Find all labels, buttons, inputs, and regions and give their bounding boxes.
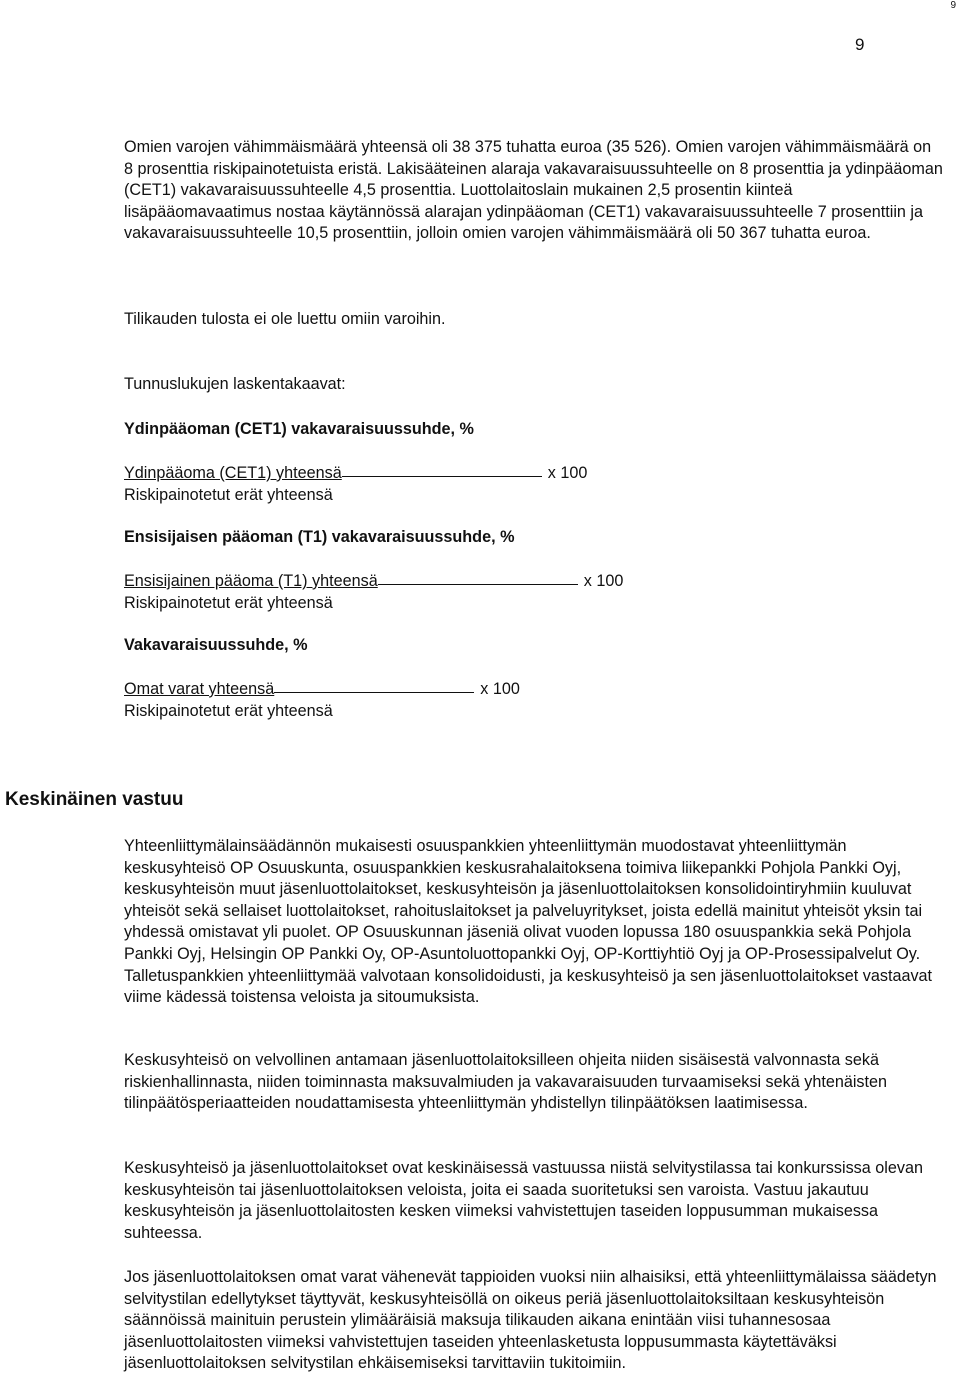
formula-cet1 — [124, 463, 587, 506]
formula-capital-ratio — [124, 679, 520, 722]
formula-cet1-fraction-line — [342, 462, 542, 477]
capital-paragraph-1 — [124, 137, 944, 245]
joint-liability-paragraph-3-text: Keskusyhteisö ja jäsenluottolaitokset ovat keskinäisessä vastuussa niistä selvitystilassa tai konkurssissa olevan keskusyhteisön tai jäsenluottolaitoksen veloista, joita ei saada suoritetuksi sen varoista. Vastuu jakautuu keskusyhteisön ja jäsenluottolaitosten kesken viimeksi vahvistettujen taseiden loppusumman mukaisessa suhteessa. — [124, 1159, 923, 1242]
capital-paragraph-1-text: Omien varojen vähimmäismäärä yhteensä oli 38 375 tuhatta euroa (35 526). Omien varojen vähimmäismäärä on 8 prosenttia riskipainotetuista eristä. Lakisääteinen alaraja vakavaraisuussuhteelle on 8 prosenttia ja ydinpääoman (CET1) vakavaraisuussuhteelle 4,5 prosenttia. Luottolaitoslain mukainen 2,5 prosentin kiinteä lisäpääomavaatimus nostaa käytännössä alarajan ydinpääoman (CET1) vakavaraisuussuhteelle 7 prosenttiin ja vakavaraisuussuhteelle 10,5 prosenttiin, jolloin omien varojen vähimmäismäärä oli 50 367 tuhatta euroa. — [124, 138, 943, 243]
formula-capital-ratio-denominator: Riskipainotetut erät yhteensä — [124, 701, 333, 720]
formula-cet1-title: Ydinpääoman (CET1) vakavaraisuussuhde, % — [124, 420, 474, 438]
joint-liability-paragraph-3 — [124, 1158, 944, 1244]
formula-cet1-denominator: Riskipainotetut erät yhteensä — [124, 485, 333, 504]
formula-capital-ratio-fraction-line — [274, 678, 474, 693]
joint-liability-paragraph-1-text: Yhteenliittymälainsäädännön mukaisesti osuuspankkien yhteenliittymän muodostavat yhteenliittymän keskusyhteisö OP Osuuskunta, osuuspankkien keskusrahalaitoksena toimiva liikepankki Pohjola Pankki Oyj, keskusyhteisön muut jäsenluottolaitokset, keskusyhteisön ja jäsenluottolaitoksen konsolidointiryhmiin kuuluvat yhteisöt sekä sellaiset luottolaitokset, rahoituslaitokset ja palveluyritykset, joista edellä mainitut yhteisöt yksin tai yhdessä omistavat yli puolet. OP Osuuskunnan jäseniä olivat vuoden lopussa 180 osuuspankkia sekä Pohjola Pankki Oyj, Helsingin OP Pankki Oy, OP-Asuntoluottopankki Oyj, OP-Korttiyhtiö Oyj ja OP-Prosessipalvelut Oy. Talletuspankkien yhteenliittymää valvotaan konsolidoidusti, ja keskusyhteisö ja sen jäsenluottolaitokset vastaavat viime kädessä toistensa veloista ja sitoumuksista. — [124, 837, 933, 1007]
joint-liability-paragraph-2-text: Keskusyhteisö on velvollinen antamaan jäsenluottolaitoksilleen ohjeita niiden sisäisestä valvonnasta sekä riskienhallinnasta, niiden toiminnasta maksuvalmiuden ja vakavaraisuuden turvaamiseksi sekä yhtenäisten tilinpäätösperiaatteiden noudattamisesta yhteenliittymän yhdistellyn tilinpäätöksen laatimisessa. — [124, 1051, 888, 1113]
formula-capital-ratio-multiplier: x 100 — [480, 680, 520, 698]
section-heading-joint-liability: Keskinäinen vastuu — [5, 789, 184, 810]
formula-t1-fraction-line — [378, 570, 578, 585]
formula-cet1-numerator-line — [124, 463, 587, 485]
formula-capital-ratio-title: Vakavaraisuussuhde, % — [124, 636, 308, 654]
page-number: 9 — [855, 35, 865, 54]
formula-t1-multiplier: x 100 — [583, 572, 624, 590]
joint-liability-paragraph-1 — [124, 836, 944, 1009]
formulas-intro — [124, 374, 944, 396]
joint-liability-paragraph-4-text: Jos jäsenluottolaitoksen omat varat vähenevät tappioiden vuoksi niin alhaisiksi, että yhteenliittymälaissa säädetyn selvitystilan edellytykset täyttyvät, keskusyhteisöllä on oikeus periä jäsenluottolaitoksiltaan keskusyhteisön säännöissä mainituin perustein ylimääräisiä maksuja tilikauden aikana enintään viisi tuhannesosaa jäsenluottolaitosten viimeksi vahvistettujen taseiden yhteenlasketusta loppusummasta käytettäväksi jäsenluottolaitoksen selvitystilan ehkäisemiseksi tarvittaviin tukitoimiin. — [124, 1268, 937, 1373]
joint-liability-paragraph-2 — [124, 1050, 944, 1115]
formula-t1-numerator-line — [124, 571, 623, 593]
formula-cet1-numerator: Ydinpääoma (CET1) yhteensä — [124, 464, 342, 482]
formula-t1-numerator: Ensisijainen pääoma (T1) yhteensä — [124, 572, 378, 590]
corner-page-number: 9 — [950, 0, 956, 11]
formula-t1 — [124, 571, 623, 614]
formula-capital-ratio-numerator-line — [124, 679, 520, 701]
formula-t1-title: Ensisijaisen pääoman (T1) vakavaraisuussuhde, % — [124, 528, 515, 546]
formulas-intro-text: Tunnuslukujen laskentakaavat: — [124, 375, 346, 393]
capital-paragraph-2-text: Tilikauden tulosta ei ole luettu omiin varoihin. — [124, 310, 446, 328]
formula-capital-ratio-numerator: Omat varat yhteensä — [124, 680, 275, 698]
formula-t1-denominator: Riskipainotetut erät yhteensä — [124, 593, 333, 612]
formula-cet1-multiplier: x 100 — [547, 464, 588, 482]
joint-liability-paragraph-4 — [124, 1267, 944, 1375]
capital-paragraph-2 — [124, 309, 944, 331]
